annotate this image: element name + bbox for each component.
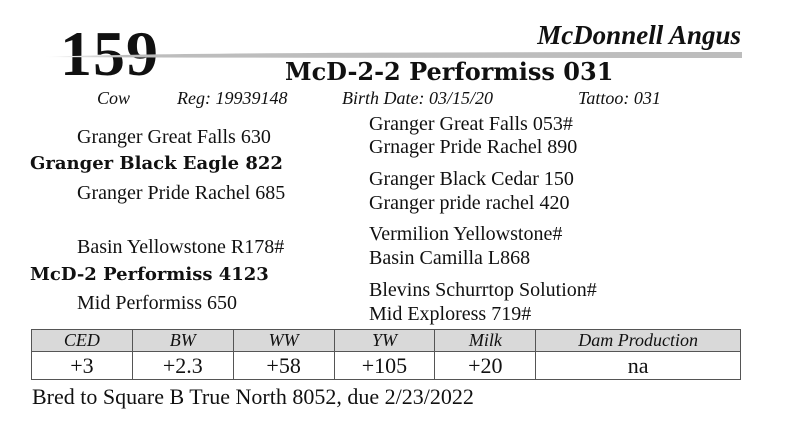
- pedigree-dam-dam: Mid Performiss 650: [77, 292, 237, 314]
- epd-value-ced: +3: [32, 352, 133, 380]
- epd-value-bw: +2.3: [132, 352, 233, 380]
- epd-header-bw: BW: [132, 330, 233, 352]
- breeder-name: McDonnell Angus: [537, 20, 741, 50]
- epd-value-yw: +105: [334, 352, 435, 380]
- epd-table: [31, 329, 741, 380]
- animal-name: McD-2-2 Performiss 031: [285, 57, 614, 86]
- pedigree-gg-4: Granger pride rachel 420: [369, 192, 570, 214]
- epd-header-dam-production: Dam Production: [536, 330, 741, 352]
- pedigree-gg-1: Granger Great Falls 053#: [369, 113, 573, 135]
- pedigree-sire-dam: Granger Pride Rachel 685: [77, 182, 286, 204]
- pedigree-gg-8: Mid Exploress 719#: [369, 303, 532, 325]
- pedigree-gg-3: Granger Black Cedar 150: [369, 168, 574, 190]
- bred-note: Bred to Square B True North 8052, due 2/23/2022: [32, 384, 474, 409]
- pedigree-dam: McD-2 Performiss 4123: [30, 264, 269, 285]
- pedigree-sire: Granger Black Eagle 822: [30, 153, 283, 174]
- epd-header-row: [32, 330, 741, 352]
- epd-header-ww: WW: [233, 330, 334, 352]
- lot-number: 159: [60, 18, 159, 89]
- epd-value-row: [32, 352, 741, 380]
- epd-header-ced: CED: [32, 330, 133, 352]
- pedigree-gg-2: Grnager Pride Rachel 890: [369, 136, 578, 158]
- pedigree-sire-sire: Granger Great Falls 630: [77, 126, 271, 148]
- sex-label: Cow: [97, 88, 131, 108]
- pedigree-gg-6: Basin Camilla L868: [369, 247, 531, 269]
- pedigree-gg-7: Blevins Schurrtop Solution#: [369, 279, 597, 301]
- pedigree-dam-sire: Basin Yellowstone R178#: [77, 236, 285, 258]
- pedigree-gg-5: Vermilion Yellowstone#: [369, 223, 563, 245]
- epd-header-milk: Milk: [435, 330, 536, 352]
- registration-number: Reg: 19939148: [177, 88, 288, 108]
- birth-date: Birth Date: 03/15/20: [342, 88, 493, 108]
- epd-header-yw: YW: [334, 330, 435, 352]
- epd-value-milk: +20: [435, 352, 536, 380]
- epd-value-ww: +58: [233, 352, 334, 380]
- tattoo: Tattoo: 031: [578, 88, 661, 108]
- epd-value-dam-production: na: [536, 352, 741, 380]
